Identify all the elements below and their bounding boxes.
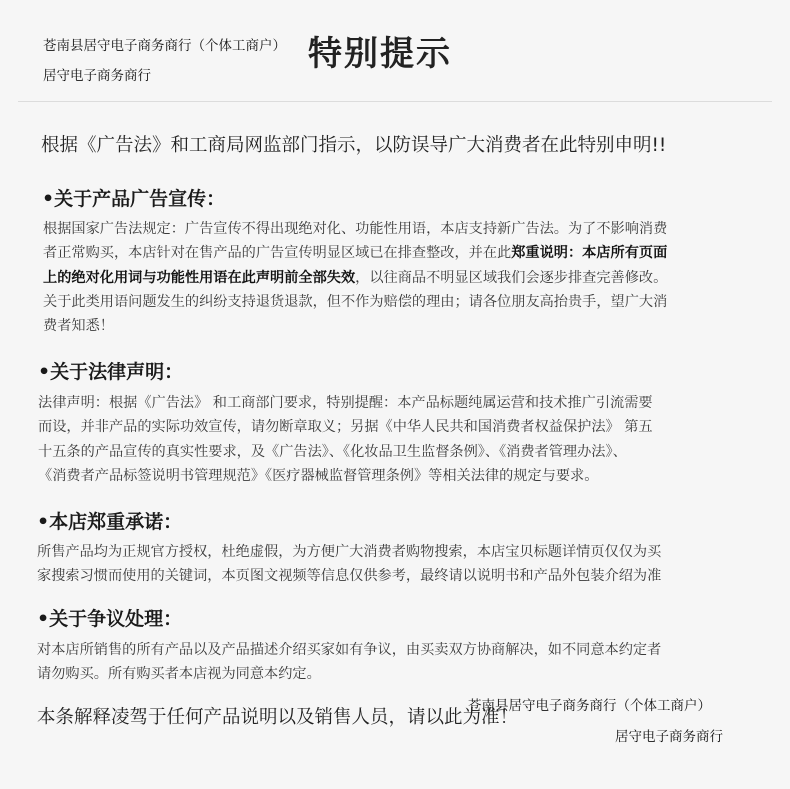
paragraph-text: ，以往商品不明显区域我们会逐步排查完善修改。 — [355, 269, 668, 286]
section-body-legal — [38, 391, 653, 488]
section-body-promise — [37, 540, 661, 589]
company-watermark-short: 居守电子商务商行 — [615, 729, 723, 745]
paragraph-line: 对本店所销售的所有产品以及产品描述介绍买家如有争议，由买卖双方协商解决，如不同意本约定者 — [37, 642, 662, 658]
paragraph-line: 关于此类用语问题发生的纠纷支持退货退款，但不作为赔偿的理由；请各位朋友高抬贵手，望广大消 — [43, 293, 668, 310]
paragraph-line — [43, 266, 667, 290]
paragraph-line: 法律声明：根据《广告法》 和工商部门要求，特别提醒：本产品标题纯属运营和技术推广引流需要 — [38, 395, 653, 411]
company-watermark-short: 居守电子商务商行 — [43, 68, 151, 84]
paragraph-line: 所售产品均为正规官方授权，杜绝虚假，为方便广大消费者购物搜索，本店宝贝标题详情页仅仅为买 — [37, 544, 662, 560]
paragraph-line: 家搜索习惯而使用的关键词，本页图文视频等信息仅供参考，最终请以说明书和产品外包装介绍为准 — [37, 568, 662, 585]
intro-statement: 根据《广告法》和工商局网监部门指示，以防误导广大消费者在此特别申明!! — [41, 135, 667, 156]
section-heading-legal: •关于法律声明： — [38, 361, 184, 383]
paragraph-line: 请勿购买。所有购买者本店视为同意本约定。 — [37, 666, 321, 683]
company-watermark-full: 苍南县居守电子商务商行（个体工商户） — [468, 698, 711, 714]
company-watermark-full: 苍南县居守电子商务商行（个体工商户） — [43, 38, 286, 54]
paragraph-line: 十五条的产品宣传的真实性要求，及《广告法》、《化妆品卫生监督条例》、《消费者管理办法》、 — [38, 443, 627, 460]
header-divider — [18, 101, 772, 102]
closing-statement: 本条解释凌驾于任何产品说明以及销售人员，请以此为准！ — [37, 707, 519, 728]
emphasis-text: 上的绝对化用词与功能性用语在此声明前全部失效 — [43, 269, 356, 286]
section-body-advertising — [43, 217, 667, 338]
paragraph-line: 费者知悉！ — [43, 318, 114, 335]
section-body-dispute — [37, 638, 661, 687]
paragraph-line — [43, 241, 667, 265]
paragraph-line: 根据国家广告法规定：广告宣传不得出现绝对化、功能性用语，本店支持新广告法。为了不影响消费 — [43, 221, 668, 237]
section-heading-dispute: •关于争议处理： — [37, 608, 183, 630]
section-heading-advertising: •关于产品广告宣传： — [42, 188, 226, 210]
section-heading-promise: •本店郑重承诺： — [37, 511, 183, 533]
paragraph-text: 者正常购买，本店针对在售产品的广告宣传明显区域已在排查整改，并在此 — [43, 245, 512, 262]
emphasis-text: 郑重说明：本店所有页面 — [511, 245, 668, 262]
paragraph-line: 《消费者产品标签说明书管理规范》《医疗器械监督管理条例》等相关法律的规定与要求。 — [38, 467, 599, 484]
paragraph-line: 而设，并非产品的实际功效宣传，请勿断章取义；另据《中华人民共和国消费者权益保护法》 第五 — [38, 419, 653, 436]
page-title: 特别提示 — [308, 34, 452, 74]
